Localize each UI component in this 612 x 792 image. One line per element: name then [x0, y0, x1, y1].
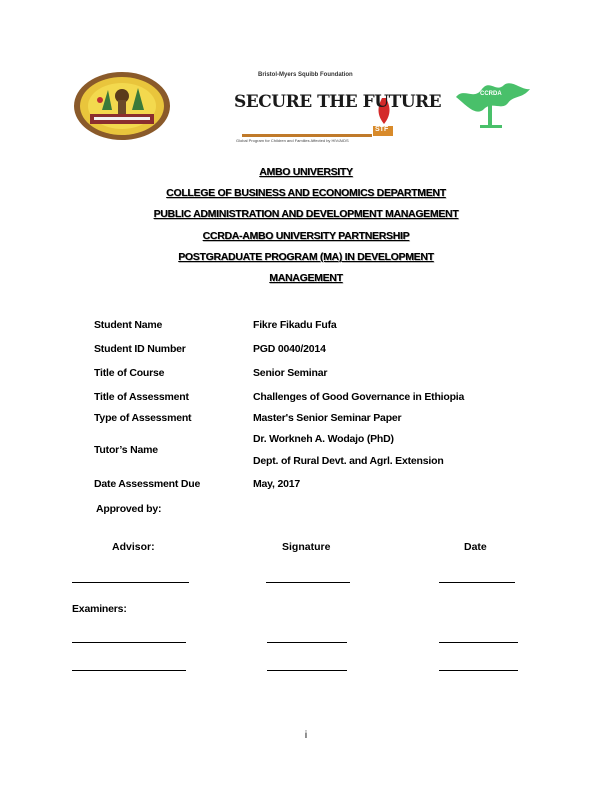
student-name-value: Fikre Fikadu Fufa: [253, 319, 337, 331]
approved-by-label: Approved by:: [96, 503, 162, 515]
assessment-type-value: Master's Senior Seminar Paper: [253, 412, 402, 424]
ccrda-logo-icon: [452, 75, 532, 130]
header-line-5: POSTGRADUATE PROGRAM (MA) IN DEVELOPMENT: [178, 251, 434, 263]
examiner-1-line: [72, 642, 186, 643]
tutor-name-value: Dr. Workneh A. Wodajo (PhD): [253, 433, 394, 445]
header-line-3: PUBLIC ADMINISTRATION AND DEVELOPMENT MANAGEMENT: [153, 208, 459, 220]
examiner-2-date-line: [439, 670, 518, 671]
student-name-label: Student Name: [94, 319, 163, 331]
logo-badge-text: STF: [375, 126, 389, 133]
assessment-title-value: Challenges of Good Governance in Ethiopia: [253, 391, 465, 403]
advisor-label: Advisor:: [112, 541, 155, 553]
examiners-label: Examiners:: [72, 603, 127, 615]
logo-main-text: SECURE THE FUTURE: [234, 92, 442, 112]
university-seal-icon: [72, 70, 172, 142]
date-label: Date: [464, 541, 487, 553]
ccrda-logo: [452, 75, 532, 130]
signature-label: Signature: [282, 541, 331, 553]
tutor-dept-value: Dept. of Rural Devt. and Agrl. Extension: [253, 455, 444, 467]
assessment-title-label: Title of Assessment: [94, 391, 189, 403]
due-date-value: May, 2017: [253, 478, 301, 490]
due-date-label: Date Assessment Due: [94, 478, 201, 490]
logo-top-text: Bristol-Myers Squibb Foundation: [258, 72, 353, 78]
tutor-label: Tutor’s Name: [94, 444, 158, 456]
course-value: Senior Seminar: [253, 367, 328, 379]
student-id-value: PGD 0040/2014: [253, 343, 326, 355]
header-line-6: MANAGEMENT: [269, 272, 343, 284]
header-line-4: CCRDA-AMBO UNIVERSITY PARTNERSHIP: [202, 230, 410, 242]
header-line-1: AMBO UNIVERSITY: [259, 166, 353, 178]
student-id-label: Student ID Number: [94, 343, 186, 355]
examiner-1-date-line: [439, 642, 518, 643]
secure-the-future-logo: [232, 70, 442, 150]
examiner-1-signature-line: [267, 642, 347, 643]
examiner-2-signature-line: [267, 670, 347, 671]
assessment-type-label: Type of Assessment: [94, 412, 192, 424]
ccrda-logo-text: CCRDA: [480, 91, 502, 97]
logo-bottom-text: Global Program for Children and Families Affected by HIV/AIDS: [236, 138, 349, 143]
advisor-line: [72, 582, 189, 583]
advisor-signature-line: [266, 582, 350, 583]
page-number: i: [304, 730, 308, 741]
advisor-date-line: [439, 582, 515, 583]
examiner-2-line: [72, 670, 186, 671]
course-label: Title of Course: [94, 367, 165, 379]
header-line-2: COLLEGE OF BUSINESS AND ECONOMICS DEPARTMENT: [166, 187, 446, 199]
